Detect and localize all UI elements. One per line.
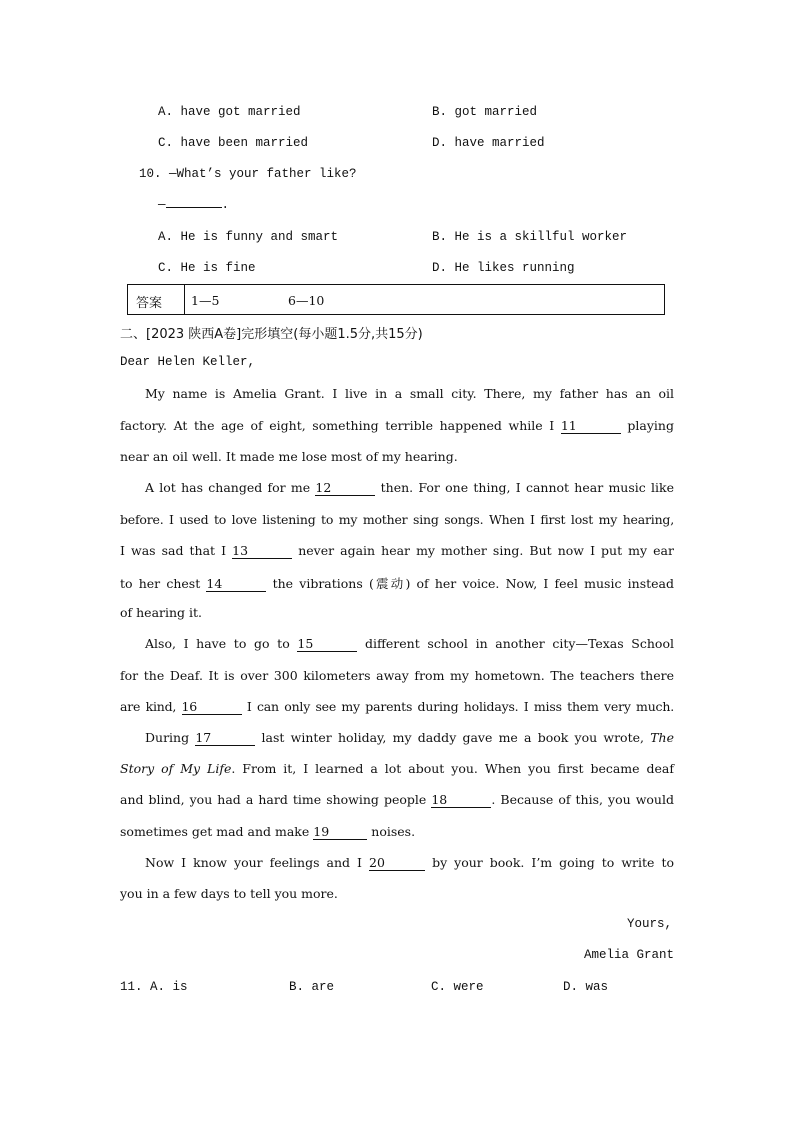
answer-table bbox=[127, 284, 665, 315]
q9-option-a: A. have got married bbox=[158, 105, 301, 119]
p3-line1 bbox=[145, 636, 674, 652]
p2-line4-text-a: to her chest bbox=[120, 576, 201, 591]
p4-line1-text-a: During bbox=[145, 730, 190, 745]
p4-line4 bbox=[120, 824, 674, 840]
p4-line2 bbox=[120, 761, 674, 776]
p2-line5: of hearing it. bbox=[120, 605, 203, 620]
section-heading: 二、[2023 陕西A卷]完形填空(每小题1.5分,共15分) bbox=[120, 327, 423, 342]
p3-line2: for the Deaf. It is over 300 kilometers away from my hometown. The teachers there bbox=[120, 668, 674, 683]
q11-option-d: D. was bbox=[563, 980, 609, 994]
book-title-part2: Story of My Life bbox=[120, 761, 232, 776]
p2-line3-text-b: never again hear my mother sing. But now I put my ear bbox=[298, 543, 674, 558]
q10-option-b: B. He is a skillful worker bbox=[432, 230, 628, 244]
p5-line1 bbox=[145, 855, 674, 871]
p3-line1-text-b: different school in another city—Texas School bbox=[365, 636, 674, 651]
q11-option-a: 11. A. is bbox=[120, 980, 188, 994]
p1-line2 bbox=[120, 418, 674, 434]
p4-line1-text-b: last winter holiday, my daddy gave me a book you wrote, bbox=[261, 730, 644, 745]
q10-dash: — bbox=[158, 198, 166, 212]
p2-line4-text-b: the vibrations (震动) of her voice. Now, I feel music instead bbox=[272, 576, 674, 591]
p1-line3: near an oil well. It made me lose most of my hearing. bbox=[120, 449, 458, 464]
q9-option-b: B. got married bbox=[432, 105, 538, 119]
p2-line1 bbox=[145, 480, 674, 496]
p3-line3 bbox=[120, 699, 674, 715]
q10-blank bbox=[166, 207, 222, 208]
blank-11: 11 bbox=[561, 419, 621, 434]
blank-16: 16 bbox=[182, 700, 242, 715]
answer-range-1-5: 1—5 bbox=[191, 293, 220, 308]
blank-14: 14 bbox=[206, 577, 266, 592]
p4-line4-text-a: sometimes get mad and make bbox=[120, 824, 310, 839]
q10-option-d: D. He likes running bbox=[432, 261, 575, 275]
q10-response-line bbox=[158, 198, 229, 212]
p3-line1-text-a: Also, I have to go to bbox=[145, 636, 290, 651]
q9-option-c: C. have been married bbox=[158, 136, 309, 150]
answer-label: 答案 bbox=[136, 296, 163, 311]
q11-option-b: B. are bbox=[289, 980, 335, 994]
blank-18: 18 bbox=[431, 793, 491, 808]
blank-17: 17 bbox=[195, 731, 255, 746]
q9-option-d: D. have married bbox=[432, 136, 545, 150]
p4-line1 bbox=[145, 730, 674, 746]
p5-line1-text-b: by your book. I’m going to write to bbox=[432, 855, 674, 870]
p2-line2: before. I used to love listening to my mother sing songs. When I first lost my hearing, bbox=[120, 512, 674, 527]
letter-closing: Yours, bbox=[626, 917, 672, 931]
q10-question: 10. —What’s your father like? bbox=[139, 167, 357, 181]
answer-table-divider bbox=[184, 285, 185, 314]
q11-option-c: C. were bbox=[431, 980, 484, 994]
p5-line2: you in a few days to tell you more. bbox=[120, 886, 338, 901]
p2-line1-text-a: A lot has changed for me bbox=[145, 480, 311, 495]
p1-line2-text-b: playing bbox=[627, 418, 674, 433]
p3-line3-text-a: are kind, bbox=[120, 699, 177, 714]
p2-line3-text-a: I was sad that I bbox=[120, 543, 227, 558]
book-title-part1: The bbox=[650, 730, 674, 745]
q10-period: . bbox=[221, 198, 230, 212]
answer-range-6-10: 6—10 bbox=[288, 293, 325, 308]
p4-line2-text-b: . From it, I learned a lot about you. When you first became deaf bbox=[231, 761, 674, 776]
blank-13: 13 bbox=[232, 544, 292, 559]
p3-line3-text-b: I can only see my parents during holidays. I miss them very much. bbox=[246, 699, 674, 714]
p1-line1: My name is Amelia Grant. I live in a small city. There, my father has an oil bbox=[145, 386, 674, 401]
blank-12: 12 bbox=[315, 481, 375, 496]
blank-19: 19 bbox=[313, 825, 367, 840]
p2-line4 bbox=[120, 574, 674, 592]
p1-line2-text-a: factory. At the age of eight, something terrible happened while I bbox=[120, 418, 555, 433]
blank-15: 15 bbox=[297, 637, 357, 652]
letter-salutation: Dear Helen Keller, bbox=[120, 355, 256, 369]
q10-option-c: C. He is fine bbox=[158, 261, 256, 275]
p4-line3 bbox=[120, 792, 674, 808]
q10-option-a: A. He is funny and smart bbox=[158, 230, 339, 244]
p4-line3-text-a: and blind, you had a hard time showing people bbox=[120, 792, 427, 807]
letter-signature: Amelia Grant bbox=[583, 948, 674, 962]
p4-line3-text-b: . Because of this, you would bbox=[491, 792, 674, 807]
p2-line3 bbox=[120, 543, 674, 559]
p5-line1-text-a: Now I know your feelings and I bbox=[145, 855, 362, 870]
p4-line4-text-b: noises. bbox=[371, 824, 416, 839]
blank-20: 20 bbox=[369, 856, 425, 871]
p2-line1-text-b: then. For one thing, I cannot hear music like bbox=[380, 480, 674, 495]
